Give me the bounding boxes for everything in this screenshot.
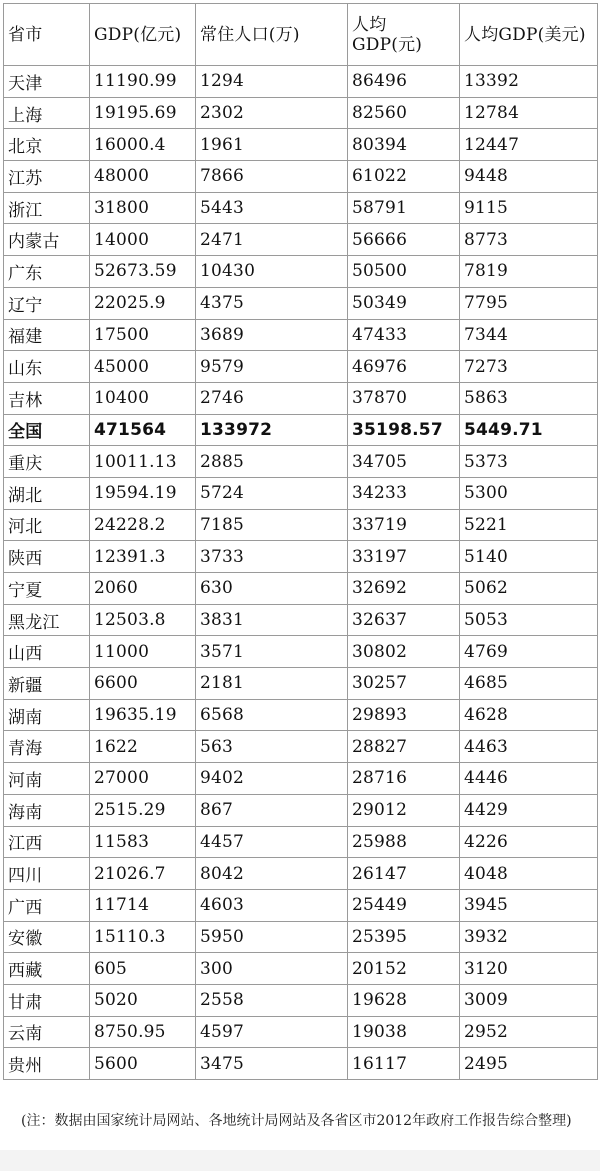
cell-population: 3689 [196, 319, 348, 351]
table-row [4, 858, 598, 890]
cell-gdp: 2060 [90, 573, 196, 605]
cell-gdp: 31800 [90, 192, 196, 224]
cell-gdp-per-capita-yuan: 33197 [348, 541, 460, 573]
cell-province: 甘肃 [4, 984, 90, 1016]
cell-gdp: 471564 [90, 414, 196, 446]
cell-province: 北京 [4, 129, 90, 161]
cell-gdp-per-capita-usd: 12784 [460, 97, 598, 129]
cell-gdp-per-capita-yuan: 30257 [348, 668, 460, 700]
cell-province: 广西 [4, 889, 90, 921]
cell-gdp-per-capita-yuan: 30802 [348, 636, 460, 668]
table-row-national-total [4, 414, 598, 446]
cell-population: 4375 [196, 287, 348, 319]
cell-province: 江西 [4, 826, 90, 858]
cell-gdp-per-capita-yuan: 86496 [348, 66, 460, 98]
cell-gdp-per-capita-usd: 5062 [460, 573, 598, 605]
table-row [4, 192, 598, 224]
cell-gdp: 8750.95 [90, 1016, 196, 1048]
cell-gdp: 48000 [90, 161, 196, 193]
cell-gdp: 11000 [90, 636, 196, 668]
cell-gdp-per-capita-usd: 5373 [460, 446, 598, 478]
cell-gdp-per-capita-usd: 9448 [460, 161, 598, 193]
cell-gdp-per-capita-usd: 2495 [460, 1048, 598, 1080]
cell-gdp: 24228.2 [90, 509, 196, 541]
cell-gdp-per-capita-yuan: 50349 [348, 287, 460, 319]
table-row [4, 826, 598, 858]
table-row [4, 256, 598, 288]
cell-population: 10430 [196, 256, 348, 288]
cell-gdp: 12391.3 [90, 541, 196, 573]
table-row [4, 224, 598, 256]
cell-province: 重庆 [4, 446, 90, 478]
cell-gdp: 52673.59 [90, 256, 196, 288]
cell-province: 河北 [4, 509, 90, 541]
cell-population: 630 [196, 573, 348, 605]
cell-gdp-per-capita-usd: 4429 [460, 794, 598, 826]
cell-gdp-per-capita-usd: 9115 [460, 192, 598, 224]
cell-province: 湖北 [4, 477, 90, 509]
cell-gdp-per-capita-usd: 7819 [460, 256, 598, 288]
cell-gdp: 11714 [90, 889, 196, 921]
cell-gdp-per-capita-yuan: 29012 [348, 794, 460, 826]
table-row [4, 66, 598, 98]
cell-gdp-per-capita-yuan: 58791 [348, 192, 460, 224]
cell-province: 河南 [4, 763, 90, 795]
cell-province: 贵州 [4, 1048, 90, 1080]
table-row [4, 129, 598, 161]
cell-gdp-per-capita-usd: 8773 [460, 224, 598, 256]
cell-gdp-per-capita-usd: 5221 [460, 509, 598, 541]
cell-province: 黑龙江 [4, 604, 90, 636]
cell-gdp-per-capita-usd: 4769 [460, 636, 598, 668]
cell-population: 1294 [196, 66, 348, 98]
cell-population: 5443 [196, 192, 348, 224]
cell-population: 2181 [196, 668, 348, 700]
table-row [4, 604, 598, 636]
cell-gdp-per-capita-usd: 5863 [460, 382, 598, 414]
table-row [4, 446, 598, 478]
cell-population: 4597 [196, 1016, 348, 1048]
header-row [4, 4, 598, 66]
cell-province: 西藏 [4, 953, 90, 985]
table-row [4, 953, 598, 985]
cell-gdp-per-capita-yuan: 46976 [348, 351, 460, 383]
cell-gdp: 19635.19 [90, 699, 196, 731]
cell-gdp-per-capita-yuan: 19038 [348, 1016, 460, 1048]
cell-gdp-per-capita-usd: 3945 [460, 889, 598, 921]
cell-gdp-per-capita-yuan: 16117 [348, 1048, 460, 1080]
cell-gdp-per-capita-yuan: 56666 [348, 224, 460, 256]
cell-gdp-per-capita-usd: 5140 [460, 541, 598, 573]
cell-population: 563 [196, 731, 348, 763]
cell-gdp-per-capita-usd: 3120 [460, 953, 598, 985]
cell-province: 四川 [4, 858, 90, 890]
cell-gdp-per-capita-yuan: 47433 [348, 319, 460, 351]
cell-province: 青海 [4, 731, 90, 763]
cell-gdp: 14000 [90, 224, 196, 256]
cell-population: 7866 [196, 161, 348, 193]
cell-province: 辽宁 [4, 287, 90, 319]
cell-population: 3475 [196, 1048, 348, 1080]
cell-gdp-per-capita-yuan: 37870 [348, 382, 460, 414]
cell-population: 2746 [196, 382, 348, 414]
table-row [4, 319, 598, 351]
cell-gdp-per-capita-usd: 7795 [460, 287, 598, 319]
cell-gdp: 27000 [90, 763, 196, 795]
cell-province: 海南 [4, 794, 90, 826]
cell-gdp-per-capita-usd: 3932 [460, 921, 598, 953]
cell-gdp-per-capita-yuan: 28827 [348, 731, 460, 763]
header-gdp: GDP(亿元) [90, 4, 196, 66]
cell-province: 天津 [4, 66, 90, 98]
table-row [4, 984, 598, 1016]
cell-province: 山东 [4, 351, 90, 383]
cell-gdp-per-capita-yuan: 25988 [348, 826, 460, 858]
table-row [4, 97, 598, 129]
cell-population: 2471 [196, 224, 348, 256]
cell-population: 9402 [196, 763, 348, 795]
table-row [4, 477, 598, 509]
cell-gdp-per-capita-yuan: 50500 [348, 256, 460, 288]
cell-population: 8042 [196, 858, 348, 890]
cell-gdp: 17500 [90, 319, 196, 351]
cell-gdp-per-capita-usd: 5449.71 [460, 414, 598, 446]
cell-gdp-per-capita-yuan: 26147 [348, 858, 460, 890]
cell-population: 2885 [196, 446, 348, 478]
cell-gdp-per-capita-yuan: 34705 [348, 446, 460, 478]
cell-gdp-per-capita-yuan: 28716 [348, 763, 460, 795]
cell-gdp: 5600 [90, 1048, 196, 1080]
cell-gdp: 15110.3 [90, 921, 196, 953]
cell-province: 宁夏 [4, 573, 90, 605]
cell-population: 5724 [196, 477, 348, 509]
cell-gdp-per-capita-yuan: 32637 [348, 604, 460, 636]
cell-gdp: 5020 [90, 984, 196, 1016]
cell-gdp: 19195.69 [90, 97, 196, 129]
cell-gdp: 2515.29 [90, 794, 196, 826]
cell-gdp-per-capita-yuan: 19628 [348, 984, 460, 1016]
table-row [4, 921, 598, 953]
cell-province: 吉林 [4, 382, 90, 414]
cell-population: 6568 [196, 699, 348, 731]
cell-gdp-per-capita-yuan: 35198.57 [348, 414, 460, 446]
cell-population: 2558 [196, 984, 348, 1016]
header-gdp-per-capita-yuan-line1: 人均 [352, 14, 387, 35]
cell-population: 2302 [196, 97, 348, 129]
cell-province: 新疆 [4, 668, 90, 700]
cell-gdp-per-capita-yuan: 20152 [348, 953, 460, 985]
cell-population: 4603 [196, 889, 348, 921]
cell-gdp-per-capita-yuan: 80394 [348, 129, 460, 161]
cell-province: 全国 [4, 414, 90, 446]
cell-province: 安徽 [4, 921, 90, 953]
table-row [4, 889, 598, 921]
cell-province: 江苏 [4, 161, 90, 193]
cell-gdp-per-capita-usd: 5053 [460, 604, 598, 636]
cell-province: 上海 [4, 97, 90, 129]
cell-population: 3733 [196, 541, 348, 573]
cell-gdp-per-capita-yuan: 34233 [348, 477, 460, 509]
cell-population: 4457 [196, 826, 348, 858]
cell-province: 内蒙古 [4, 224, 90, 256]
table-row [4, 636, 598, 668]
cell-gdp: 22025.9 [90, 287, 196, 319]
cell-gdp-per-capita-yuan: 32692 [348, 573, 460, 605]
cell-gdp-per-capita-yuan: 25395 [348, 921, 460, 953]
table-row [4, 351, 598, 383]
table-row [4, 287, 598, 319]
cell-gdp: 10400 [90, 382, 196, 414]
table-row [4, 731, 598, 763]
gdp-table [3, 3, 598, 1080]
cell-gdp-per-capita-yuan: 33719 [348, 509, 460, 541]
cell-gdp-per-capita-usd: 4463 [460, 731, 598, 763]
cell-gdp-per-capita-usd: 4628 [460, 699, 598, 731]
table-row [4, 382, 598, 414]
cell-province: 陕西 [4, 541, 90, 573]
cell-gdp-per-capita-usd: 4226 [460, 826, 598, 858]
header-gdp-per-capita-yuan [348, 4, 460, 66]
cell-population: 9579 [196, 351, 348, 383]
cell-gdp-per-capita-usd: 4048 [460, 858, 598, 890]
table-row [4, 573, 598, 605]
header-gdp-per-capita-usd: 人均GDP(美元) [460, 4, 598, 66]
cell-gdp-per-capita-usd: 3009 [460, 984, 598, 1016]
cell-gdp-per-capita-usd: 7344 [460, 319, 598, 351]
cell-gdp: 10011.13 [90, 446, 196, 478]
cell-gdp-per-capita-usd: 12447 [460, 129, 598, 161]
cell-province: 山西 [4, 636, 90, 668]
cell-province: 福建 [4, 319, 90, 351]
cell-gdp: 11583 [90, 826, 196, 858]
cell-population: 3831 [196, 604, 348, 636]
cell-population: 7185 [196, 509, 348, 541]
table-row [4, 763, 598, 795]
header-province: 省市 [4, 4, 90, 66]
bottom-strip [0, 1150, 600, 1171]
table-row [4, 541, 598, 573]
cell-population: 1961 [196, 129, 348, 161]
source-footnote: (注：数据由国家统计局网站、各地统计局网站及各省区市2012年政府工作报告综合整理) [21, 1113, 572, 1129]
cell-province: 广东 [4, 256, 90, 288]
cell-gdp: 1622 [90, 731, 196, 763]
table-row [4, 509, 598, 541]
cell-population: 133972 [196, 414, 348, 446]
table-row [4, 794, 598, 826]
cell-gdp-per-capita-yuan: 25449 [348, 889, 460, 921]
table-row [4, 1048, 598, 1080]
cell-gdp: 12503.8 [90, 604, 196, 636]
table-row [4, 1016, 598, 1048]
cell-province: 云南 [4, 1016, 90, 1048]
cell-gdp: 11190.99 [90, 66, 196, 98]
cell-gdp: 6600 [90, 668, 196, 700]
cell-gdp: 21026.7 [90, 858, 196, 890]
table-body [4, 66, 598, 1080]
cell-gdp-per-capita-usd: 4685 [460, 668, 598, 700]
cell-gdp: 45000 [90, 351, 196, 383]
cell-gdp: 19594.19 [90, 477, 196, 509]
cell-gdp-per-capita-usd: 7273 [460, 351, 598, 383]
cell-gdp: 16000.4 [90, 129, 196, 161]
cell-province: 浙江 [4, 192, 90, 224]
cell-population: 5950 [196, 921, 348, 953]
cell-province: 湖南 [4, 699, 90, 731]
cell-gdp-per-capita-usd: 13392 [460, 66, 598, 98]
table-row [4, 699, 598, 731]
cell-gdp-per-capita-usd: 5300 [460, 477, 598, 509]
cell-gdp-per-capita-usd: 4446 [460, 763, 598, 795]
cell-population: 300 [196, 953, 348, 985]
cell-gdp-per-capita-yuan: 61022 [348, 161, 460, 193]
cell-gdp-per-capita-usd: 2952 [460, 1016, 598, 1048]
cell-gdp: 605 [90, 953, 196, 985]
cell-population: 867 [196, 794, 348, 826]
table-row [4, 668, 598, 700]
table-header [4, 4, 598, 66]
header-population: 常住人口(万) [196, 4, 348, 66]
cell-gdp-per-capita-yuan: 29893 [348, 699, 460, 731]
header-gdp-per-capita-yuan-line2: GDP(元) [352, 34, 423, 55]
cell-gdp-per-capita-yuan: 82560 [348, 97, 460, 129]
table-row [4, 161, 598, 193]
cell-population: 3571 [196, 636, 348, 668]
